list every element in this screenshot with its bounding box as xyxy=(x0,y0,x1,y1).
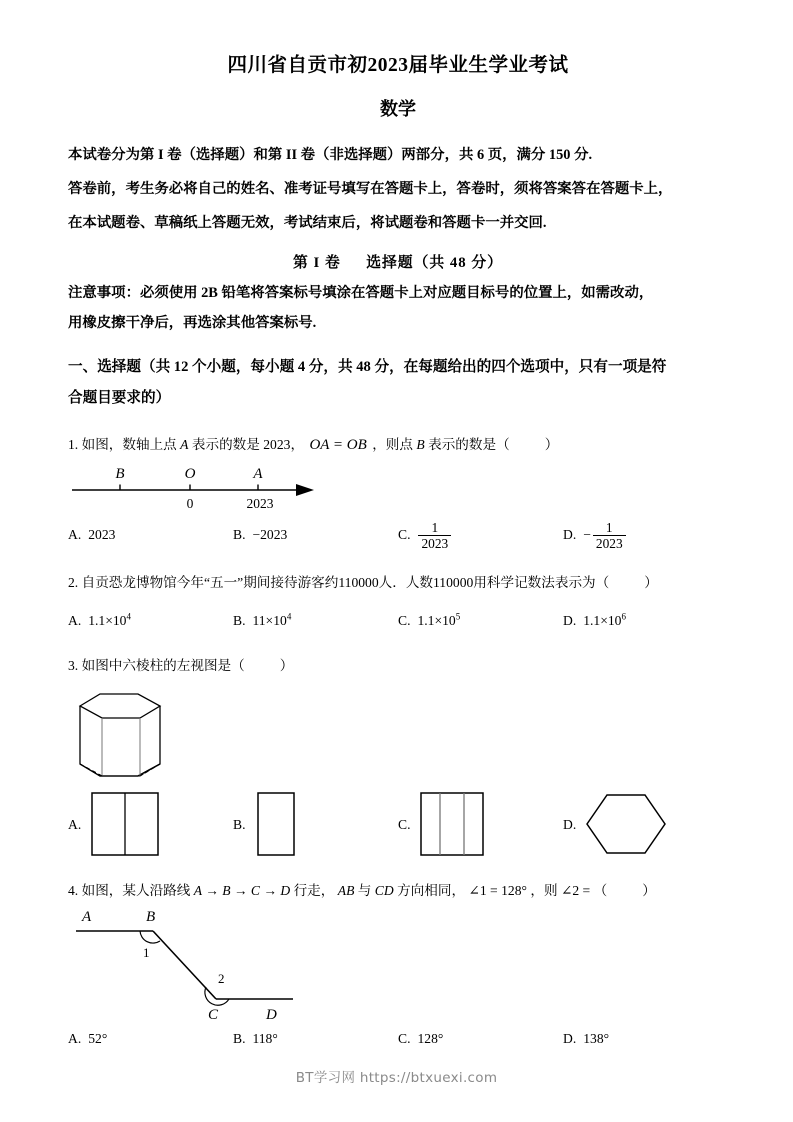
question-3 xyxy=(68,654,728,861)
q4-option-C-value: 128° xyxy=(417,1030,444,1046)
point-label-B: B xyxy=(146,908,156,925)
q1-option-B-label: B. xyxy=(233,527,246,543)
question-1-stem xyxy=(68,432,728,458)
instruction-line-2: 答卷前，考生务必将自己的姓名、准考证号填写在答题卡上，答卷时，须将答案答在答题卡上， xyxy=(68,181,673,198)
prism-top-face xyxy=(80,694,160,718)
question-4-stem xyxy=(68,879,728,903)
q4-text-e: ，则 xyxy=(530,883,558,899)
number-line-label-A: A xyxy=(253,465,263,482)
q3-option-B-shape xyxy=(252,789,330,861)
q2-option-D[interactable] xyxy=(563,609,728,633)
q3-option-A-label: A. xyxy=(68,817,82,833)
q1-option-A-value: 2023 xyxy=(88,527,116,543)
q4-option-B-label: B. xyxy=(233,1030,246,1046)
q1-answer-blank xyxy=(513,437,541,452)
angle-label-1: 1 xyxy=(143,944,150,960)
notice-line-2: 用橡皮擦干净后，再选涂其他答案标号. xyxy=(68,315,317,332)
q4-text-b: 行走， xyxy=(293,883,335,899)
q4-text-d: 方向相同， xyxy=(397,883,466,899)
prism-bottom-front xyxy=(80,764,160,776)
q2-option-D-label: D. xyxy=(563,612,577,628)
part-heading-line-2: 合题目要求的） xyxy=(68,389,171,406)
q3-number: 3. xyxy=(68,658,79,674)
q2-text-close: ） xyxy=(644,574,658,590)
part-heading-line-1: 一、选择题（共 12 个小题，每小题 4 分，共 48 分，在每题给出的四个选项中，只有一项是符 xyxy=(68,359,667,376)
q3-text: 如图中六棱柱的左视图是（ xyxy=(81,658,245,674)
q3-option-D-label: D. xyxy=(563,817,577,833)
q4-option-A[interactable] xyxy=(68,1027,233,1051)
q4-option-A-value: 52° xyxy=(88,1030,108,1046)
q2-option-C-exponent: 5 xyxy=(455,611,461,622)
angle-arc-1 xyxy=(140,931,160,943)
q4-options xyxy=(68,1027,728,1051)
q1-options xyxy=(68,520,728,551)
q1-option-A[interactable] xyxy=(68,520,233,551)
q4-segment-CD: CD xyxy=(374,883,394,899)
footer-watermark: BT学习网 https://btxuexi.com xyxy=(295,1070,498,1086)
q4-option-B-value: 118° xyxy=(252,1030,278,1046)
q1-option-D-label: D. xyxy=(563,527,577,543)
q2-option-D-value xyxy=(583,609,626,633)
q4-segment-AB: AB xyxy=(337,883,355,899)
q2-option-C[interactable] xyxy=(398,609,563,633)
q1-option-B[interactable] xyxy=(233,520,398,551)
q3-option-D[interactable] xyxy=(563,789,728,861)
q2-option-B-mantissa: 11×10 xyxy=(252,612,287,628)
q2-option-B[interactable] xyxy=(233,609,398,633)
question-3-stem xyxy=(68,654,728,678)
q1-option-D-denominator: 2023 xyxy=(593,535,626,551)
q3-option-C-shape xyxy=(417,789,495,861)
q2-answer-blank xyxy=(613,575,641,590)
q2-option-D-mantissa: 1.1×10 xyxy=(583,612,622,628)
q4-text-close: ） xyxy=(642,883,656,899)
prism-side-edges xyxy=(80,706,160,776)
segment-BC xyxy=(153,931,216,999)
q3-figure-hexagonal-prism xyxy=(68,684,728,789)
instruction-line-1: 本试卷分为第 I 卷（选择题）和第 II 卷（非选择题）两部分，共 6 页，满分 150 分. xyxy=(68,147,593,164)
q4-option-C-label: C. xyxy=(398,1030,411,1046)
q1-number: 1. xyxy=(68,436,79,452)
q1-option-B-value: −2023 xyxy=(252,527,288,543)
q1-option-A-label: A. xyxy=(68,527,82,543)
angle-arc-2 xyxy=(205,987,229,1005)
section-header-left: 第 I 卷 xyxy=(293,254,341,271)
notice-line-1: 注意事项：必须使用 2B 铅笔将答案标号填涂在答题卡上对应题目标号的位置上，如需改动， xyxy=(68,284,654,301)
subject-title: 数学 xyxy=(380,99,416,120)
q4-path: A → B → C → D xyxy=(193,883,291,899)
q4-text-a: 如图，某人沿路线 xyxy=(81,883,191,899)
q1-text-d: 表示的数是（ xyxy=(428,436,510,452)
q1-equation: OA = OB xyxy=(309,436,367,453)
number-line-label-O: O xyxy=(184,465,196,482)
q2-option-C-label: C. xyxy=(398,612,411,628)
q4-option-D-label: D. xyxy=(563,1030,577,1046)
q2-option-D-exponent: 6 xyxy=(621,611,626,622)
angle-label-2: 2 xyxy=(218,970,225,986)
question-2 xyxy=(68,571,728,633)
q1-option-D[interactable] xyxy=(563,520,728,551)
page-content xyxy=(68,52,728,1051)
instruction-line-3: 在本试题卷、草稿纸上答题无效，考试结束后，将试题卷和答题卡一并交回. xyxy=(68,214,547,231)
q4-number: 4. xyxy=(68,883,79,899)
q3-option-A-shape xyxy=(88,789,166,861)
q1-text-b: 表示的数是 2023， xyxy=(191,436,305,452)
q3-options xyxy=(68,789,728,861)
question-2-stem xyxy=(68,571,728,595)
q2-option-A-label: A. xyxy=(68,612,82,628)
q2-option-B-value xyxy=(252,609,291,633)
question-4 xyxy=(68,879,728,1051)
q2-option-C-value xyxy=(417,609,460,633)
q2-text: 自贡恐龙博物馆今年“五一”期间接待游客约110000人．人数110000用科学记数法表示为（ xyxy=(81,574,610,590)
q3-text-close: ） xyxy=(279,658,294,674)
number-line-arrow xyxy=(296,484,314,496)
q4-option-D-value: 138° xyxy=(583,1030,610,1046)
q2-option-A-value xyxy=(88,609,131,633)
q4-angle-2: ∠2 = xyxy=(560,883,591,899)
q2-option-B-label: B. xyxy=(233,612,246,628)
q4-option-A-label: A. xyxy=(68,1030,82,1046)
q2-option-C-mantissa: 1.1×10 xyxy=(417,612,456,628)
q4-option-C[interactable] xyxy=(398,1027,563,1051)
q1-option-D-fraction xyxy=(593,520,626,551)
q3-option-B-label: B. xyxy=(233,817,246,833)
q1-option-C-denominator: 2023 xyxy=(418,535,451,551)
q1-text-a: 如图，数轴上点 xyxy=(81,436,177,452)
q1-option-C-fraction xyxy=(418,520,451,551)
question-1 xyxy=(68,432,728,551)
number-line-label-B: B xyxy=(115,465,125,482)
q2-option-A-exponent: 4 xyxy=(126,611,131,622)
page-title: 四川省自贡市初2023届毕业生学业考试 xyxy=(227,55,569,76)
q1-var-A: A xyxy=(180,436,189,452)
q3-option-C[interactable] xyxy=(398,789,563,861)
q1-text-close: ） xyxy=(544,436,559,452)
q1-figure-number-line xyxy=(68,462,728,518)
q3-option-A[interactable] xyxy=(68,789,233,861)
q2-number: 2. xyxy=(68,574,79,590)
q3-answer-blank xyxy=(248,658,276,673)
q1-var-B: B xyxy=(416,436,425,452)
section-header xyxy=(68,251,728,272)
number-line-value-0: 0 xyxy=(186,495,194,511)
point-label-C: C xyxy=(208,1006,219,1023)
q3-option-C-label: C. xyxy=(398,817,411,833)
q2-options xyxy=(68,609,728,633)
q4-option-B[interactable] xyxy=(233,1027,398,1051)
q4-option-D[interactable] xyxy=(563,1027,728,1051)
q1-option-C-label: C. xyxy=(398,527,411,543)
q4-text-c: 与 xyxy=(357,883,372,899)
q2-option-A-mantissa: 1.1×10 xyxy=(88,612,127,628)
q3-option-B[interactable] xyxy=(233,789,398,861)
q1-text-c: ，则点 xyxy=(372,436,413,452)
q4-figure-path-angles xyxy=(68,909,728,1027)
q1-option-C-numerator: 1 xyxy=(431,519,439,535)
q4-text-f: （ xyxy=(593,883,608,899)
q3-option-D-shape xyxy=(583,789,673,861)
q1-option-C[interactable] xyxy=(398,520,563,551)
number-line-value-2023: 2023 xyxy=(246,495,274,511)
q1-option-D-numerator: 1 xyxy=(605,519,613,535)
q1-option-D-sign: − xyxy=(583,527,591,543)
q4-answer-blank xyxy=(611,883,639,898)
section-header-right: 选择题（共 48 分） xyxy=(366,254,503,271)
q2-option-B-exponent: 4 xyxy=(286,611,292,622)
q4-angle-1: ∠1 = 128° xyxy=(468,883,527,899)
q2-option-A[interactable] xyxy=(68,609,233,633)
point-label-A: A xyxy=(82,908,92,925)
point-label-D: D xyxy=(266,1006,277,1023)
